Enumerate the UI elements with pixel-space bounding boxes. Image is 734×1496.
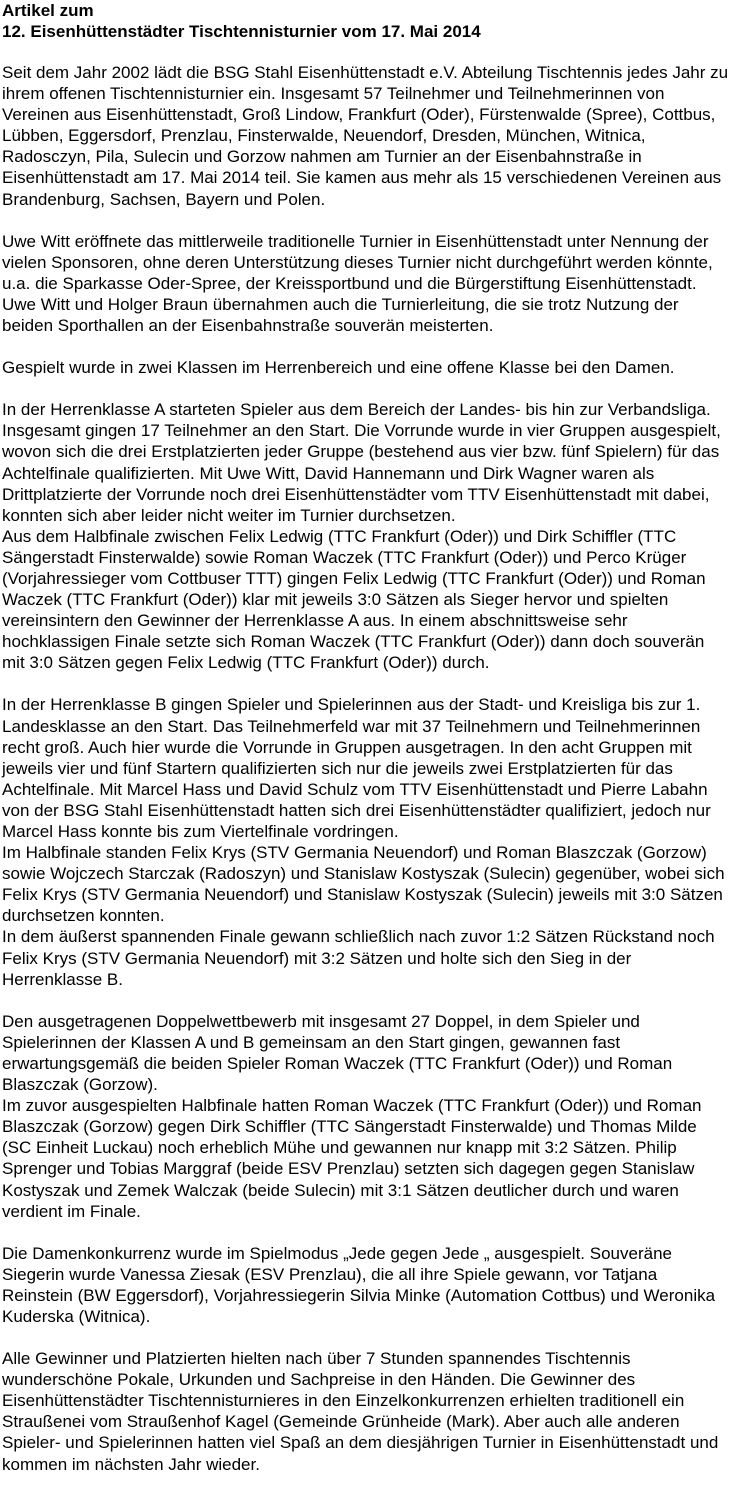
- paragraph-doubles-semifinal: Im zuvor ausgespielten Halbfinale hatten Roman Waczek (TTC Frankfurt (Oder)) und Roman Blaszczak (Gorzow) gegen Dirk Schiffler (TTC Sängerstadt Finsterwalde) und Thomas Milde (SC Einheit Luckau) noch erheblich Mühe und gewannen nur knapp mit 3:2 Sätzen. Philip Sprenger und Tobias Marggraf (beide ESV Prenzlau) setzten sich dagegen gegen Stanislaw Kostyszak und Zemek Walczak (beide Sulecin) mit 3:1 Sätzen deutlicher durch und waren verdient im Finale.: [2, 1096, 702, 1221]
- paragraph-class-b-group: In der Herrenklasse B gingen Spieler und Spielerinnen aus der Stadt- und Kreisliga bis zur 1. Landesklasse an den Start. Das Teilnehmerfeld war mit 37 Teilnehmern und Teilnehmerinnen recht groß. Auch hier wurde die Vorrunde in Gruppen ausgetragen. In den acht Gruppen mit jeweils vier und fünf Startern qualifizierten sich nur die jeweils zwei Erstplatzierten für das Achtelfinale. Mit Marcel Hass und David Schulz vom TTV Eisenhüttenstadt und Pierre Labahn von der BSG Stahl Eisenhüttenstadt hatten sich drei Eisenhüttenstädter qualifiziert, jedoch nur Marcel Hass konnte bis zum Viertelfinale vordringen.: [2, 695, 711, 841]
- paragraph-closing: Alle Gewinner und Platzierten hielten nach über 7 Stunden spannendes Tischtennis wunderschöne Pokale, Urkunden und Sachpreise in den Händen. Die Gewinner des Eisenhüttenstädter Tischtennisturnieres in den Einzelkonkurrenzen erhielten traditionell ein Straußenei vom Straußenhof Kagel (Gemeinde Grünheide (Mark). Aber auch alle anderen Spieler- und Spielerinnen hatten viel Spaß an dem diesjährigen Turnier in Eisenhüttenstadt und kommen im nächsten Jahr wieder.: [2, 1349, 719, 1474]
- article-document: [2, 0, 730, 1496]
- article-title-line2: 12. Eisenhüttenstädter Tischtennisturnier vom 17. Mai 2014: [2, 22, 481, 41]
- paragraph-class-b-final: In dem äußerst spannenden Finale gewann schließlich nach zuvor 1:2 Sätzen Rückstand noch Felix Krys (STV Germania Neuendorf) mit 3:2 Sätzen und holte sich den Sieg in der Herrenklasse B.: [2, 927, 715, 989]
- paragraph-doubles: Den ausgetragenen Doppelwettbewerb mit insgesamt 27 Doppel, in dem Spieler und Spielerinnen der Klassen A und B gemeinsam an den Start gingen, gewannen fast erwartungsgemäß die beiden Spieler Roman Waczek (TTC Frankfurt (Oder)) und Roman Blaszczak (Gorzow).: [2, 1011, 673, 1095]
- paragraph-opening: Uwe Witt eröffnete das mittlerweile traditionelle Turnier in Eisenhüttenstadt unter Nennung der vielen Sponsoren, ohne deren Unterstützung dieses Turnier nicht durchgeführt werden könnte, u.a. die Sparkasse Oder-Spree, der Kreissportbund und die Bürgerstiftung Eisenhüttenstadt. Uwe Witt und Holger Braun übernahmen auch die Turnierleitung, die sie trotz Nutzung der beiden Sporthallen an der Eisenbahnstraße souverän meisterten.: [2, 231, 713, 336]
- paragraph-women: Die Damenkonkurrenz wurde im Spielmodus „Jede gegen Jede „ ausgespielt. Souveräne Siegerin wurde Vanessa Ziesak (ESV Prenzlau), die all ihre Spiele gewann, vor Tatjana Reinstein (BW Eggersdorf), Vorjahressiegerin Silvia Minke (Automation Cottbus) und Weronika Kuderska (Witnica).: [2, 1243, 716, 1326]
- paragraph-intro: Seit dem Jahr 2002 lädt die BSG Stahl Eisenhüttenstadt e.V. Abteilung Tischtennis jedes Jahr zu ihrem offenen Tischtennisturnier ein. Insgesamt 57 Teilnehmer und Teilnehmerinnen von Vereinen aus Eisenhüttenstadt, Groß Lindow, Frankfurt (Oder), Fürstenwalde (Spree), Cottbus, Lübben, Eggersdorf, Prenzlau, Finsterwalde, Neuendorf, Dresden, München, Witnica, Radosczyn, Pila, Sulecin und Gorzow nahmen am Turnier an der Eisenbahnstraße in Eisenhüttenstadt am 17. Mai 2014 teil. Sie kamen aus mehr als 15 verschiedenen Vereinen aus Brandenburg, Sachsen, Bayern und Polen.: [2, 63, 729, 209]
- article-header: [2, 0, 730, 42]
- paragraph-classes: Gespielt wurde in zwei Klassen im Herrenbereich und eine offene Klasse bei den Damen.: [2, 358, 675, 378]
- paragraph-class-a-final: Aus dem Halbfinale zwischen Felix Ledwig (TTC Frankfurt (Oder)) und Dirk Schiffler (TTC Sängerstadt Finsterwalde) sowie Roman Waczek (TTC Frankfurt (Oder)) und Perco Krüger (Vorjahressieger vom Cottbuser TTT) gingen Felix Ledwig (TTC Frankfurt (Oder)) und Roman Waczek (TTC Frankfurt (Oder)) klar mit jeweils 3:0 Sätzen als Sieger hervor und spielten vereinsintern den Gewinner der Herrenklasse A aus. In einem abschnittsweise sehr hochklassigen Finale setzte sich Roman Waczek (TTC Frankfurt (Oder)) dann doch souverän mit 3:0 Sätzen gegen Felix Ledwig (TTC Frankfurt (Oder)) durch.: [2, 526, 706, 673]
- paragraph-class-a-group: In der Herrenklasse A starteten Spieler aus dem Bereich der Landes- bis hin zur Verbandsliga. Insgesamt gingen 17 Teilnehmer an den Start. Die Vorrunde wurde in vier Gruppen ausgespielt, wovon sich die drei Erstplatzierten jeder Gruppe (bestehend aus vier bzw. fünf Spielern) für das Achtelfinale qualifizierten. Mit Uwe Witt, David Hannemann und Dirk Wagner waren als Drittplatzierte der Vorrunde noch drei Eisenhüttenstädter vom TTV Eisenhüttenstadt mit dabei, konnten sich aber leider nicht weiter im Turnier durchsetzen.: [2, 400, 721, 525]
- paragraph-class-b-semifinal: Im Halbfinale standen Felix Krys (STV Germania Neuendorf) und Roman Blaszczak (Gorzow) sowie Wojczech Starczak (Radoszyn) und Stanislaw Kostyszak (Sulecin) gegenüber, wobei sich Felix Krys (STV Germania Neuendorf) und Stanislaw Kostyszak (Sulecin) jeweils mit 3:0 Sätzen durchsetzen konnten.: [2, 843, 725, 926]
- article-title-line1: Artikel zum: [2, 1, 94, 20]
